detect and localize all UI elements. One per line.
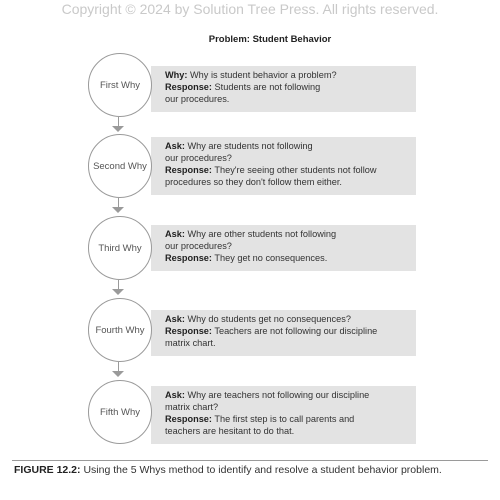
step-2-box xyxy=(151,137,416,195)
step-2-circle-label: Second Why xyxy=(93,160,147,172)
step-4-question-label: Ask: xyxy=(165,314,185,324)
figure-caption-text: Using the 5 Whys method to identify and resolve a student behavior problem. xyxy=(83,464,442,476)
step-1-question-label: Why: xyxy=(165,70,188,80)
step-3-question-cont: our procedures? xyxy=(165,241,232,251)
step-5-response-text: The first step is to call parents and xyxy=(214,414,355,424)
down-arrow-icon xyxy=(118,280,123,292)
step-4-response-text: Teachers are not following our discipline xyxy=(214,326,378,336)
step-1-response-text: Students are not following xyxy=(214,82,321,92)
step-5-circle xyxy=(88,380,152,444)
step-1-box xyxy=(151,66,416,112)
step-2-response-cont: procedures so they don't follow them either. xyxy=(165,177,342,187)
down-arrow-icon xyxy=(118,362,123,374)
step-5-question-label: Ask: xyxy=(165,390,185,400)
step-5-question-cont: matrix chart? xyxy=(165,402,219,412)
step-4-box xyxy=(151,310,416,356)
figure-label: FIGURE 12.2: xyxy=(14,464,81,476)
down-arrow-icon xyxy=(118,117,123,129)
step-3-response xyxy=(165,252,410,264)
step-2-question xyxy=(165,140,410,152)
step-3-question-label: Ask: xyxy=(165,229,185,239)
step-4-circle-label: Fourth Why xyxy=(95,324,145,336)
step-3-response-label: Response: xyxy=(165,253,212,263)
figure-caption xyxy=(14,464,484,477)
step-4-response-cont: matrix chart. xyxy=(165,338,216,348)
step-1-response-label: Response: xyxy=(165,82,212,92)
step-1-response-cont: our procedures. xyxy=(165,94,230,104)
step-1-circle-label: First Why xyxy=(99,79,141,91)
step-3-response-text: They get no consequences. xyxy=(214,253,328,263)
step-1-response xyxy=(165,81,410,93)
step-5-circle-label: Fifth Why xyxy=(99,406,141,418)
copyright-notice: Copyright © 2024 by Solution Tree Press. All rights reserved. xyxy=(61,1,439,17)
step-4-question-text: Why do students get no consequences? xyxy=(187,314,351,324)
step-2-circle xyxy=(88,134,152,198)
step-5-response-label: Response: xyxy=(165,414,212,424)
step-3-circle-label: Third Why xyxy=(98,242,142,254)
step-5-box xyxy=(151,386,416,444)
step-5-question xyxy=(165,389,410,401)
step-3-circle xyxy=(88,216,152,280)
step-1-circle xyxy=(88,53,152,117)
step-1-question xyxy=(165,69,410,81)
step-3-box xyxy=(151,225,416,271)
step-2-question-label: Ask: xyxy=(165,141,185,151)
caption-divider xyxy=(12,460,488,461)
step-2-response xyxy=(165,164,410,176)
step-4-response-label: Response: xyxy=(165,326,212,336)
step-4-circle xyxy=(88,298,152,362)
step-4-question xyxy=(165,313,410,325)
step-1-question-text: Why is student behavior a problem? xyxy=(190,70,337,80)
step-5-response xyxy=(165,413,410,425)
step-2-question-cont: our procedures? xyxy=(165,153,232,163)
step-5-response-cont: teachers are hesitant to do that. xyxy=(165,426,295,436)
step-3-question xyxy=(165,228,410,240)
step-2-response-label: Response: xyxy=(165,165,212,175)
step-4-response xyxy=(165,325,410,337)
step-3-question-text: Why are other students not following xyxy=(187,229,337,239)
down-arrow-icon xyxy=(118,198,123,210)
step-5-question-text: Why are teachers not following our discipline xyxy=(187,390,370,400)
step-2-question-text: Why are students not following xyxy=(187,141,313,151)
step-2-response-text: They're seeing other students not follow xyxy=(214,165,377,175)
diagram-title: Problem: Student Behavior xyxy=(208,34,332,45)
